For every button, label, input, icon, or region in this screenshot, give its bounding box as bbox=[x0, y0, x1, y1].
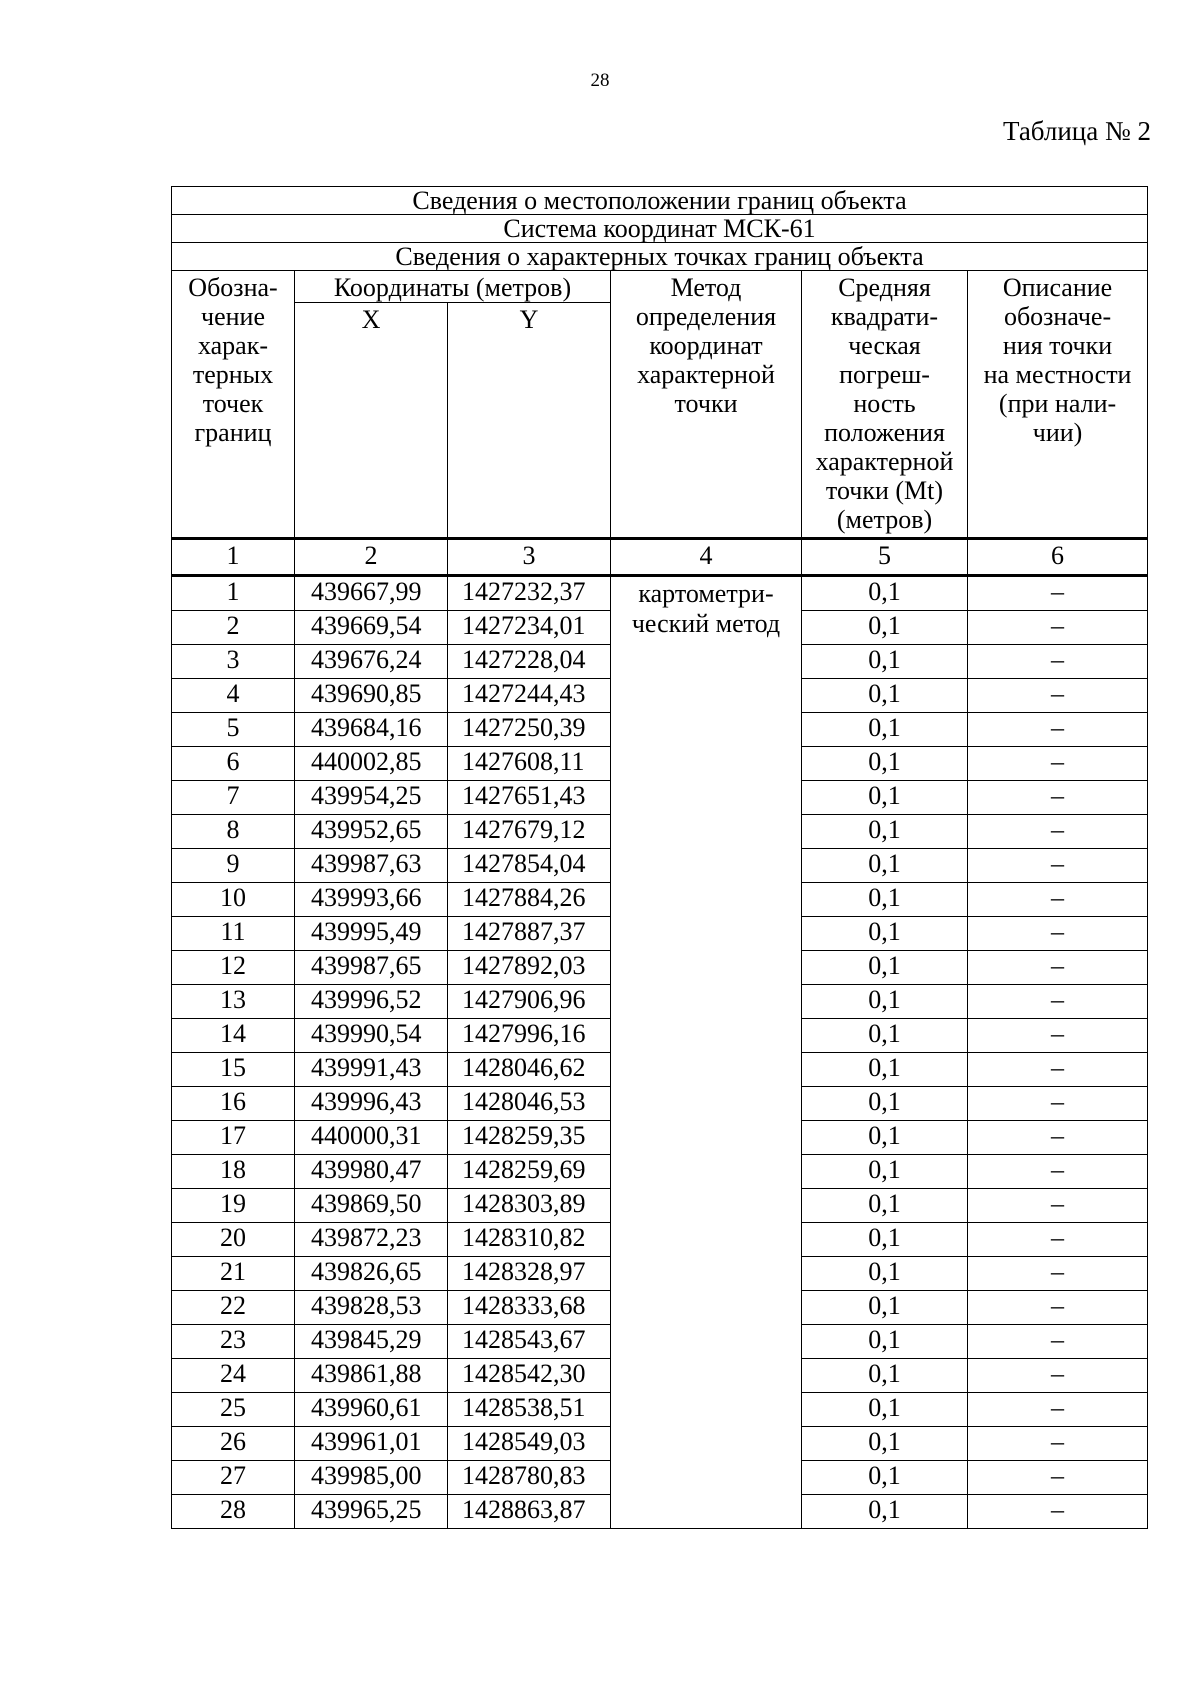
table-title: Сведения о местоположении границ объекта bbox=[172, 187, 1148, 215]
header-line: Метод bbox=[670, 273, 742, 302]
x-coordinate: 439869,50 bbox=[295, 1189, 448, 1223]
mt-value: 0,1 bbox=[802, 1291, 968, 1325]
method-line: картометри- bbox=[638, 579, 774, 608]
mt-value: 0,1 bbox=[802, 1461, 968, 1495]
mt-value: 0,1 bbox=[802, 1359, 968, 1393]
point-number: 4 bbox=[172, 679, 295, 713]
header-line: Средняя bbox=[838, 273, 931, 302]
y-coordinate: 1427651,43 bbox=[448, 781, 611, 815]
header-line: чии) bbox=[1032, 418, 1083, 447]
mt-value: 0,1 bbox=[802, 713, 968, 747]
point-number: 8 bbox=[172, 815, 295, 849]
description-value: – bbox=[968, 1427, 1148, 1461]
x-coordinate: 439667,99 bbox=[295, 576, 448, 611]
y-coordinate: 1427854,04 bbox=[448, 849, 611, 883]
method-line: ческий метод bbox=[631, 609, 781, 638]
y-coordinate: 1428538,51 bbox=[448, 1393, 611, 1427]
y-coordinate: 1428259,35 bbox=[448, 1121, 611, 1155]
x-coordinate: 439845,29 bbox=[295, 1325, 448, 1359]
header-line: (метров) bbox=[836, 505, 933, 534]
header-line: чение bbox=[201, 302, 265, 331]
header-line: терных bbox=[192, 360, 274, 389]
header-x: X bbox=[295, 303, 448, 539]
description-value: – bbox=[968, 1257, 1148, 1291]
description-value: – bbox=[968, 1325, 1148, 1359]
y-coordinate: 1427234,01 bbox=[448, 611, 611, 645]
header-line: ния точки bbox=[1002, 331, 1113, 360]
mt-value: 0,1 bbox=[802, 883, 968, 917]
point-number: 27 bbox=[172, 1461, 295, 1495]
y-coordinate: 1428549,03 bbox=[448, 1427, 611, 1461]
y-coordinate: 1428259,69 bbox=[448, 1155, 611, 1189]
point-number: 1 bbox=[172, 576, 295, 611]
mt-value: 0,1 bbox=[802, 1189, 968, 1223]
point-number: 11 bbox=[172, 917, 295, 951]
header-line: (при нали- bbox=[998, 389, 1117, 418]
mt-value: 0,1 bbox=[802, 985, 968, 1019]
point-number: 16 bbox=[172, 1087, 295, 1121]
header-y: Y bbox=[448, 303, 611, 539]
description-value: – bbox=[968, 849, 1148, 883]
header-line: точки bbox=[674, 389, 738, 418]
point-number: 10 bbox=[172, 883, 295, 917]
mt-value: 0,1 bbox=[802, 1155, 968, 1189]
mt-value: 0,1 bbox=[802, 815, 968, 849]
description-value: – bbox=[968, 576, 1148, 611]
description-value: – bbox=[968, 883, 1148, 917]
y-coordinate: 1428333,68 bbox=[448, 1291, 611, 1325]
x-coordinate: 439954,25 bbox=[295, 781, 448, 815]
x-coordinate: 439690,85 bbox=[295, 679, 448, 713]
y-coordinate: 1427887,37 bbox=[448, 917, 611, 951]
x-coordinate: 439676,24 bbox=[295, 645, 448, 679]
header-line: Обозна- bbox=[188, 273, 278, 302]
mt-value: 0,1 bbox=[802, 576, 968, 611]
header-method bbox=[611, 271, 802, 539]
x-coordinate: 439669,54 bbox=[295, 611, 448, 645]
x-coordinate: 439991,43 bbox=[295, 1053, 448, 1087]
column-number: 6 bbox=[968, 539, 1148, 576]
x-coordinate: 439965,25 bbox=[295, 1495, 448, 1529]
mt-value: 0,1 bbox=[802, 1019, 968, 1053]
boundary-points-table bbox=[171, 186, 1148, 1529]
description-value: – bbox=[968, 1053, 1148, 1087]
point-number: 9 bbox=[172, 849, 295, 883]
mt-value: 0,1 bbox=[802, 645, 968, 679]
y-coordinate: 1428863,87 bbox=[448, 1495, 611, 1529]
point-number: 2 bbox=[172, 611, 295, 645]
x-coordinate: 439996,52 bbox=[295, 985, 448, 1019]
y-coordinate: 1428046,53 bbox=[448, 1087, 611, 1121]
mt-value: 0,1 bbox=[802, 1257, 968, 1291]
header-line: на местности bbox=[983, 360, 1132, 389]
description-value: – bbox=[968, 1291, 1148, 1325]
description-value: – bbox=[968, 1019, 1148, 1053]
y-coordinate: 1427232,37 bbox=[448, 576, 611, 611]
point-number: 15 bbox=[172, 1053, 295, 1087]
header-line: точки (Mt) bbox=[825, 476, 944, 505]
coordinate-system-title: Система координат МСК-61 bbox=[172, 215, 1148, 243]
description-value: – bbox=[968, 815, 1148, 849]
column-number: 4 bbox=[611, 539, 802, 576]
point-number: 5 bbox=[172, 713, 295, 747]
header-line: ческая bbox=[848, 331, 921, 360]
header-line: границ bbox=[194, 418, 272, 447]
description-value: – bbox=[968, 1393, 1148, 1427]
header-line: положения bbox=[824, 418, 945, 447]
point-number: 26 bbox=[172, 1427, 295, 1461]
x-coordinate: 439861,88 bbox=[295, 1359, 448, 1393]
header-coordinates: Координаты (метров) bbox=[295, 271, 611, 303]
y-coordinate: 1428303,89 bbox=[448, 1189, 611, 1223]
x-coordinate: 439996,43 bbox=[295, 1087, 448, 1121]
description-value: – bbox=[968, 679, 1148, 713]
header-line: точек bbox=[202, 389, 264, 418]
mt-value: 0,1 bbox=[802, 611, 968, 645]
description-value: – bbox=[968, 985, 1148, 1019]
description-value: – bbox=[968, 1189, 1148, 1223]
x-coordinate: 439961,01 bbox=[295, 1427, 448, 1461]
header-designation bbox=[172, 271, 295, 539]
description-value: – bbox=[968, 1121, 1148, 1155]
x-coordinate: 439960,61 bbox=[295, 1393, 448, 1427]
x-coordinate: 439826,65 bbox=[295, 1257, 448, 1291]
points-section-title: Сведения о характерных точках границ объекта bbox=[172, 243, 1148, 271]
header-line: Описание bbox=[1002, 273, 1113, 302]
x-coordinate: 439872,23 bbox=[295, 1223, 448, 1257]
x-coordinate: 439980,47 bbox=[295, 1155, 448, 1189]
x-coordinate: 439985,00 bbox=[295, 1461, 448, 1495]
header-line: квадрати- bbox=[830, 302, 939, 331]
header-line: определения bbox=[635, 302, 777, 331]
point-number: 24 bbox=[172, 1359, 295, 1393]
column-number: 2 bbox=[295, 539, 448, 576]
mt-value: 0,1 bbox=[802, 781, 968, 815]
x-coordinate: 440002,85 bbox=[295, 747, 448, 781]
description-value: – bbox=[968, 713, 1148, 747]
header-line: погреш- bbox=[839, 360, 930, 389]
description-value: – bbox=[968, 611, 1148, 645]
point-number: 19 bbox=[172, 1189, 295, 1223]
mt-value: 0,1 bbox=[802, 951, 968, 985]
mt-value: 0,1 bbox=[802, 1427, 968, 1461]
y-coordinate: 1428328,97 bbox=[448, 1257, 611, 1291]
point-number: 13 bbox=[172, 985, 295, 1019]
x-coordinate: 439828,53 bbox=[295, 1291, 448, 1325]
description-value: – bbox=[968, 1359, 1148, 1393]
x-coordinate: 439684,16 bbox=[295, 713, 448, 747]
y-coordinate: 1427228,04 bbox=[448, 645, 611, 679]
mt-value: 0,1 bbox=[802, 747, 968, 781]
column-number: 5 bbox=[802, 539, 968, 576]
x-coordinate: 439993,66 bbox=[295, 883, 448, 917]
x-coordinate: 440000,31 bbox=[295, 1121, 448, 1155]
table-row bbox=[172, 576, 1148, 611]
point-number: 7 bbox=[172, 781, 295, 815]
mt-value: 0,1 bbox=[802, 1495, 968, 1529]
table-caption: Таблица № 2 bbox=[1003, 116, 1151, 146]
mt-value: 0,1 bbox=[802, 849, 968, 883]
description-value: – bbox=[968, 1495, 1148, 1529]
point-number: 14 bbox=[172, 1019, 295, 1053]
x-coordinate: 439987,63 bbox=[295, 849, 448, 883]
x-coordinate: 439987,65 bbox=[295, 951, 448, 985]
description-value: – bbox=[968, 951, 1148, 985]
method-cell bbox=[611, 576, 802, 1529]
header-description bbox=[968, 271, 1148, 539]
y-coordinate: 1428310,82 bbox=[448, 1223, 611, 1257]
header-line: харак- bbox=[197, 331, 269, 360]
point-number: 25 bbox=[172, 1393, 295, 1427]
point-number: 20 bbox=[172, 1223, 295, 1257]
point-number: 17 bbox=[172, 1121, 295, 1155]
y-coordinate: 1427608,11 bbox=[448, 747, 611, 781]
header-line: координат bbox=[649, 331, 763, 360]
point-number: 28 bbox=[172, 1495, 295, 1529]
mt-value: 0,1 bbox=[802, 1325, 968, 1359]
y-coordinate: 1427244,43 bbox=[448, 679, 611, 713]
description-value: – bbox=[968, 781, 1148, 815]
description-value: – bbox=[968, 1461, 1148, 1495]
point-number: 3 bbox=[172, 645, 295, 679]
header-line: обозначе- bbox=[1003, 302, 1112, 331]
y-coordinate: 1427884,26 bbox=[448, 883, 611, 917]
header-error bbox=[802, 271, 968, 539]
y-coordinate: 1427679,12 bbox=[448, 815, 611, 849]
description-value: – bbox=[968, 1087, 1148, 1121]
header-line: ность bbox=[853, 389, 916, 418]
description-value: – bbox=[968, 1223, 1148, 1257]
description-value: – bbox=[968, 645, 1148, 679]
x-coordinate: 439995,49 bbox=[295, 917, 448, 951]
y-coordinate: 1427996,16 bbox=[448, 1019, 611, 1053]
description-value: – bbox=[968, 1155, 1148, 1189]
point-number: 12 bbox=[172, 951, 295, 985]
header-line: характерной bbox=[815, 447, 954, 476]
description-value: – bbox=[968, 917, 1148, 951]
mt-value: 0,1 bbox=[802, 1087, 968, 1121]
point-number: 22 bbox=[172, 1291, 295, 1325]
mt-value: 0,1 bbox=[802, 679, 968, 713]
point-number: 6 bbox=[172, 747, 295, 781]
point-number: 21 bbox=[172, 1257, 295, 1291]
x-coordinate: 439952,65 bbox=[295, 815, 448, 849]
column-number: 3 bbox=[448, 539, 611, 576]
header-line: характерной bbox=[637, 360, 775, 389]
column-number: 1 bbox=[172, 539, 295, 576]
y-coordinate: 1428542,30 bbox=[448, 1359, 611, 1393]
point-number: 23 bbox=[172, 1325, 295, 1359]
y-coordinate: 1427906,96 bbox=[448, 985, 611, 1019]
y-coordinate: 1427250,39 bbox=[448, 713, 611, 747]
mt-value: 0,1 bbox=[802, 1393, 968, 1427]
y-coordinate: 1427892,03 bbox=[448, 951, 611, 985]
mt-value: 0,1 bbox=[802, 917, 968, 951]
description-value: – bbox=[968, 747, 1148, 781]
y-coordinate: 1428543,67 bbox=[448, 1325, 611, 1359]
x-coordinate: 439990,54 bbox=[295, 1019, 448, 1053]
y-coordinate: 1428046,62 bbox=[448, 1053, 611, 1087]
y-coordinate: 1428780,83 bbox=[448, 1461, 611, 1495]
mt-value: 0,1 bbox=[802, 1223, 968, 1257]
page-number: 28 bbox=[590, 70, 610, 91]
point-number: 18 bbox=[172, 1155, 295, 1189]
mt-value: 0,1 bbox=[802, 1053, 968, 1087]
mt-value: 0,1 bbox=[802, 1121, 968, 1155]
